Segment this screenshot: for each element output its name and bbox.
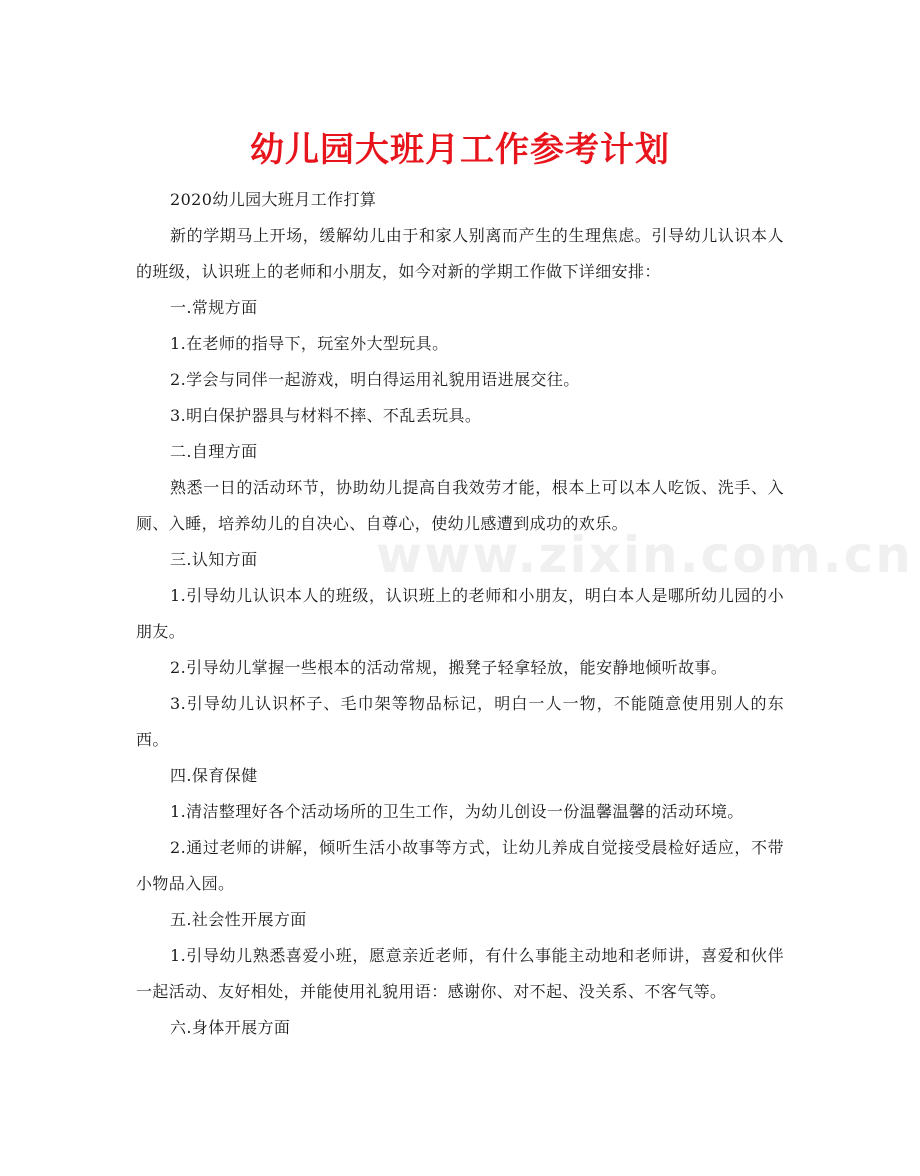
- section-heading-cognition: 三.认知方面: [170, 550, 258, 569]
- list-item: 1.清洁整理好各个活动场所的卫生工作，为幼儿创设一份温馨温馨的活动环境。: [170, 802, 744, 821]
- section-heading-health: 四.保育保健: [170, 766, 258, 785]
- body-paragraph: 熟悉一日的活动环节，协助幼儿提高自我效劳才能，根本上可以本人吃饭、洗手、入厕、入睡，培养幼儿的自决心、自尊心，使幼儿感遭到成功的欢乐。: [136, 478, 784, 533]
- list-item: 1.在老师的指导下，玩室外大型玩具。: [170, 334, 449, 353]
- list-item: 3.明白保护器具与材料不摔、不乱丢玩具。: [170, 406, 482, 425]
- list-item: 2.学会与同伴一起游戏，明白得运用礼貌用语进展交往。: [170, 370, 580, 389]
- section-heading-self-care: 二.自理方面: [170, 442, 258, 461]
- document-body: [136, 182, 784, 1046]
- list-item: 2.通过老师的讲解，倾听生活小故事等方式，让幼儿养成自觉接受晨检好适应，不带小物品入园。: [136, 838, 784, 893]
- list-item: 3.引导幼儿认识杯子、毛巾架等物品标记，明白一人一物，不能随意使用别人的东西。: [136, 694, 784, 749]
- document-title: 幼儿园大班月工作参考计划: [250, 130, 670, 170]
- section-heading-physical: 六.身体开展方面: [170, 1018, 291, 1037]
- subtitle-paragraph: 2020幼儿园大班月工作打算: [170, 190, 377, 209]
- watermark: www.zixin.com.cn: [376, 526, 913, 584]
- list-item: 2.引导幼儿掌握一些根本的活动常规，搬凳子轻拿轻放，能安静地倾听故事。: [170, 658, 728, 677]
- list-item: 1.引导幼儿熟悉喜爱小班，愿意亲近老师，有什么事能主动地和老师讲，喜爱和伙伴一起活动、友好相处，并能使用礼貌用语：感谢你、对不起、没关系、不客气等。: [136, 946, 784, 1001]
- section-heading-social: 五.社会性开展方面: [170, 910, 307, 929]
- list-item: 1.引导幼儿认识本人的班级，认识班上的老师和小朋友，明白本人是哪所幼儿园的小朋友。: [136, 586, 784, 641]
- intro-paragraph: 新的学期马上开场，缓解幼儿由于和家人别离而产生的生理焦虑。引导幼儿认识本人的班级，认识班上的老师和小朋友，如今对新的学期工作做下详细安排：: [136, 226, 784, 281]
- section-heading-routine: 一.常规方面: [170, 298, 258, 317]
